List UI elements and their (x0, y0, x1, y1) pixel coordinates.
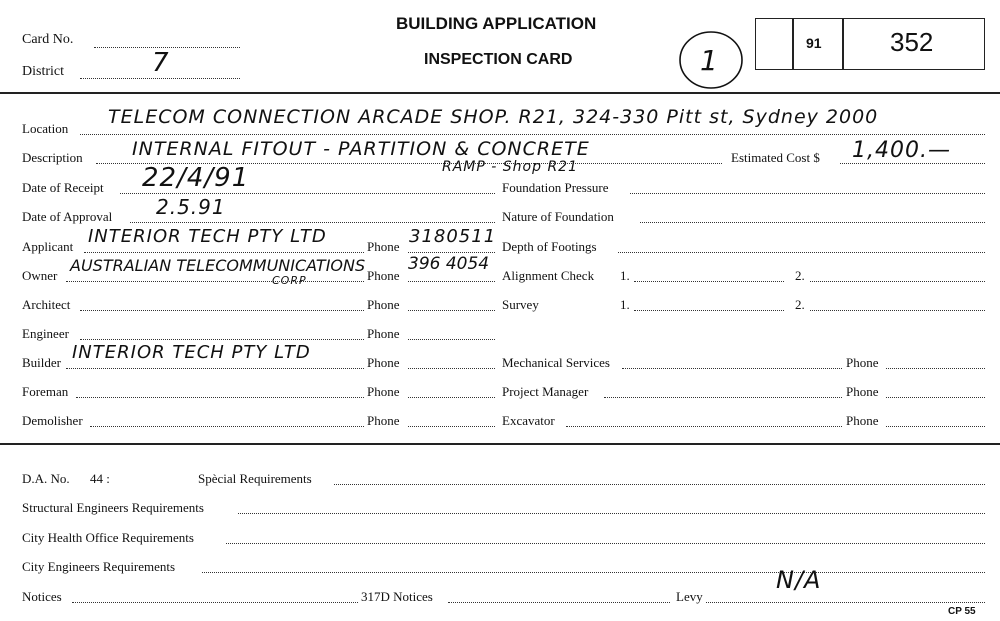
description-value-line2: RAMP - Shop R21 (442, 159, 578, 175)
survey-2-label: 2. (795, 297, 805, 312)
alignment-1-field[interactable] (634, 281, 784, 282)
applicant-phone-field[interactable] (408, 252, 495, 253)
engineer-field[interactable] (80, 339, 364, 340)
engineer-phone-label: Phone (367, 326, 400, 341)
architect-field[interactable] (80, 310, 364, 311)
description-value: INTERNAL FITOUT - PARTITION & CONCRETE (132, 138, 590, 160)
foreman-phone-label: Phone (367, 384, 400, 399)
estimated-cost-label: Estimated Cost $ (731, 150, 820, 165)
card-no-label: Card No. (22, 32, 74, 47)
form-title: BUILDING APPLICATION (396, 14, 597, 33)
description-label: Description (22, 150, 83, 165)
date-approval-field[interactable] (130, 222, 495, 223)
form-code: CP 55 (948, 606, 976, 617)
structural-requirements-label: Structural Engineers Requirements (22, 500, 204, 515)
applicant-value: INTERIOR TECH PTY LTD (88, 226, 327, 247)
date-receipt-value: 22/4/91 (142, 163, 250, 193)
foundation-pressure-field[interactable] (630, 193, 985, 194)
levy-field[interactable] (706, 602, 985, 603)
builder-field[interactable] (66, 368, 364, 369)
excavator-phone-field[interactable] (886, 426, 985, 427)
mechanical-services-field[interactable] (622, 368, 842, 369)
builder-label: Builder (22, 355, 61, 370)
engineer-phone-field[interactable] (408, 339, 495, 340)
nature-foundation-label: Nature of Foundation (502, 209, 614, 224)
estimated-cost-field[interactable] (840, 163, 985, 164)
survey-1-field[interactable] (634, 310, 784, 311)
builder-value: INTERIOR TECH PTY LTD (72, 342, 311, 363)
levy-label: Levy (676, 589, 703, 604)
project-manager-phone-label: Phone (846, 384, 879, 399)
header-divider (0, 92, 1000, 94)
survey-2-field[interactable] (810, 310, 985, 311)
foreman-phone-field[interactable] (408, 397, 495, 398)
estimated-cost-value: 1,400.— (852, 138, 951, 163)
alignment-1-label: 1. (620, 268, 630, 283)
project-manager-label: Project Manager (502, 384, 589, 399)
district-value: 7 (152, 48, 170, 78)
survey-1-label: 1. (620, 297, 630, 312)
project-manager-phone-field[interactable] (886, 397, 985, 398)
notices-317d-field[interactable] (448, 602, 670, 603)
section-divider (0, 443, 1000, 445)
location-field[interactable] (80, 134, 985, 135)
builder-phone-field[interactable] (408, 368, 495, 369)
mechanical-phone-field[interactable] (886, 368, 985, 369)
applicant-field[interactable] (84, 252, 364, 253)
da-no-value: 44 : (90, 471, 110, 486)
owner-phone-label: Phone (367, 268, 400, 283)
header-box-number-value: 352 (890, 27, 934, 57)
notices-field[interactable] (72, 602, 358, 603)
architect-label: Architect (22, 297, 71, 312)
special-requirements-field[interactable] (334, 484, 985, 485)
depth-footings-field[interactable] (618, 252, 985, 253)
owner-value: AUSTRALIAN TELECOMMUNICATIONS (70, 256, 366, 275)
applicant-phone-value: 3180511 (409, 226, 497, 247)
location-value: TELECOM CONNECTION ARCADE SHOP. R21, 324-330 Pitt st, Sydney 2000 (108, 106, 879, 128)
date-approval-value: 2.5.91 (156, 195, 226, 219)
excavator-field[interactable] (566, 426, 842, 427)
demolisher-label: Demolisher (22, 413, 83, 428)
form-subtitle: INSPECTION CARD (424, 51, 573, 68)
notices-317d-label: 317D Notices (361, 589, 433, 604)
city-engineers-requirements-label: City Engineers Requirements (22, 559, 176, 574)
excavator-label: Excavator (502, 413, 555, 428)
mechanical-services-label: Mechanical Services (502, 355, 610, 370)
depth-footings-label: Depth of Footings (502, 239, 597, 254)
special-requirements-label: Spècial Requirements (198, 471, 312, 486)
health-requirements-field[interactable] (226, 543, 985, 544)
health-requirements-label: City Health Office Requirements (22, 530, 194, 545)
header-box-blank (755, 18, 793, 70)
applicant-label: Applicant (22, 239, 74, 254)
header-box-code-value: 91 (806, 35, 822, 51)
nature-foundation-field[interactable] (640, 222, 985, 223)
alignment-2-field[interactable] (810, 281, 985, 282)
city-engineers-requirements-field[interactable] (202, 572, 985, 573)
owner-label: Owner (22, 268, 58, 283)
demolisher-field[interactable] (90, 426, 364, 427)
engineer-label: Engineer (22, 326, 69, 341)
mechanical-phone-label: Phone (846, 355, 879, 370)
owner-field[interactable] (66, 281, 364, 282)
district-field[interactable] (80, 78, 240, 79)
project-manager-field[interactable] (604, 397, 842, 398)
levy-value: N/A (776, 566, 822, 594)
survey-label: Survey (502, 297, 539, 312)
demolisher-phone-field[interactable] (408, 426, 495, 427)
date-approval-label: Date of Approval (22, 209, 113, 224)
circled-number: 1 (700, 44, 719, 77)
alignment-2-label: 2. (795, 268, 805, 283)
owner-value-line2: CORP (272, 274, 307, 287)
foundation-pressure-label: Foundation Pressure (502, 180, 609, 195)
builder-phone-label: Phone (367, 355, 400, 370)
foreman-label: Foreman (22, 384, 69, 399)
district-label: District (22, 64, 64, 79)
architect-phone-field[interactable] (408, 310, 495, 311)
foreman-field[interactable] (76, 397, 364, 398)
demolisher-phone-label: Phone (367, 413, 400, 428)
structural-requirements-field[interactable] (238, 513, 985, 514)
owner-phone-value: 396 4054 (408, 254, 490, 274)
owner-phone-field[interactable] (408, 281, 495, 282)
applicant-phone-label: Phone (367, 239, 400, 254)
date-receipt-field[interactable] (120, 193, 495, 194)
location-label: Location (22, 121, 69, 136)
date-receipt-label: Date of Receipt (22, 180, 104, 195)
excavator-phone-label: Phone (846, 413, 879, 428)
notices-label: Notices (22, 589, 62, 604)
architect-phone-label: Phone (367, 297, 400, 312)
da-no-label: D.A. No. (22, 471, 70, 486)
alignment-check-label: Alignment Check (502, 268, 595, 283)
